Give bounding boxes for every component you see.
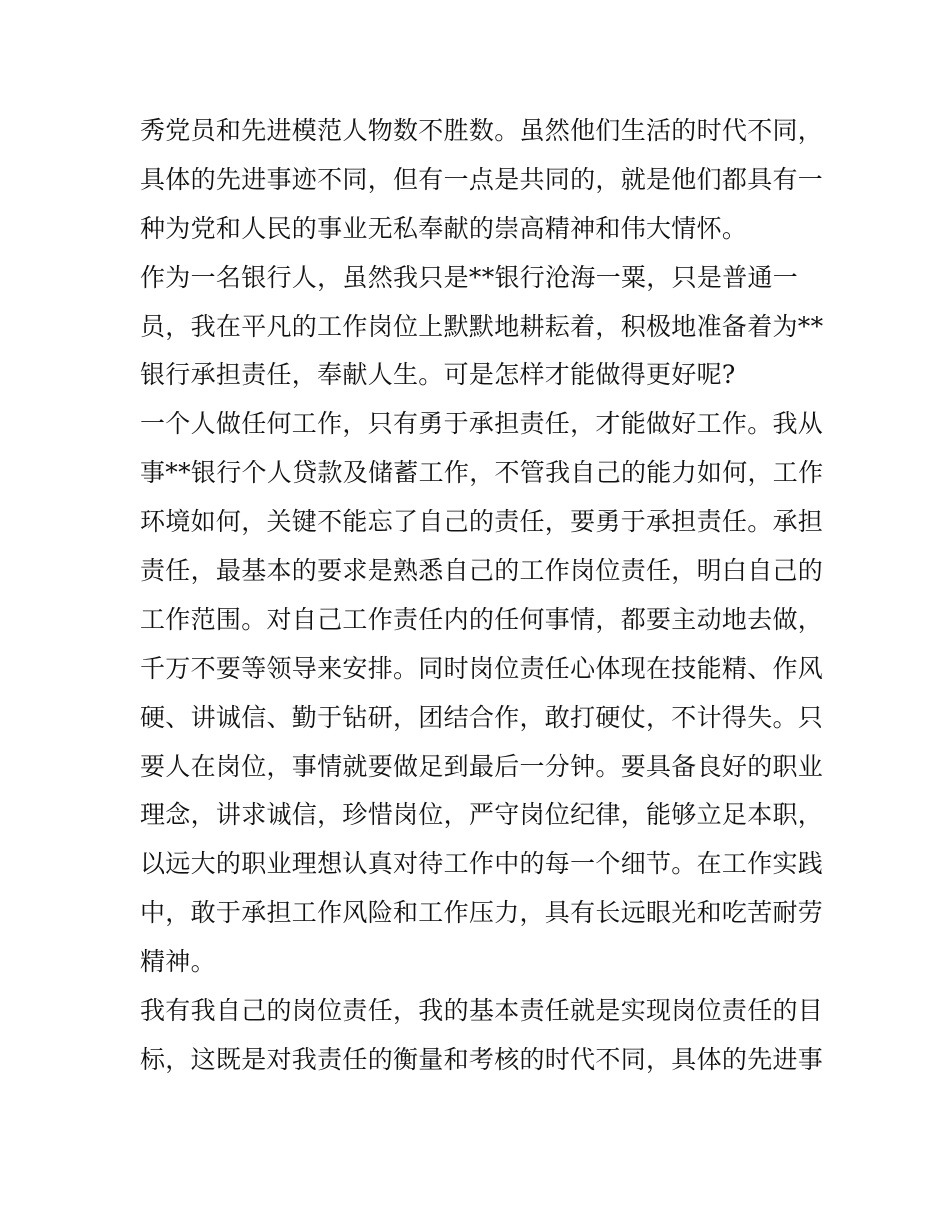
text-line: 中，敢于承担工作风险和工作压力，具有长远眼光和吃苦耐劳 [140,898,824,928]
text-line: 事**银行个人贷款及储蓄工作，不管我自己的能力如何，工作 [140,458,824,488]
text-line: 责任，最基本的要求是熟悉自己的工作岗位责任，明白自己的 [140,556,824,586]
text-line: 秀党员和先进模范人物数不胜数。虽然他们生活的时代不同， [140,116,824,145]
document-body [140,107,824,1085]
text-line: 千万不要等领导来安排。同时岗位责任心体现在技能精、作风 [140,653,824,683]
text-line: 标，这既是对我责任的衡量和考核的时代不同，具体的先进事 [140,1044,824,1074]
text-line: 理念，讲求诚信，珍惜岗位，严守岗位纪律，能够立足本职， [140,800,824,830]
text-line: 硬、讲诚信、勤于钻研，团结合作，敢打硬仗，不计得失。只 [140,702,824,732]
text-line: 我有我自己的岗位责任，我的基本责任就是实现岗位责任的目 [140,996,824,1026]
text-line: 作为一名银行人，虽然我只是**银行沧海一粟，只是普通一 [140,262,799,292]
text-line: 银行承担责任，奉献人生。可是怎样才能做得更好呢? [140,360,736,390]
text-line: 要人在岗位，事情就要做足到最后一分钟。要具备良好的职业 [140,751,824,781]
text-line: 环境如何，关键不能忘了自己的责任，要勇于承担责任。承担 [140,507,824,537]
text-line: 具体的先进事迹不同，但有一点是共同的，就是他们都具有一 [140,164,824,194]
text-line: 种为党和人民的事业无私奉献的崇高精神和伟大情怀。 [140,213,748,243]
text-line: 以远大的职业理想认真对待工作中的每一个细节。在工作实践 [140,849,824,879]
text-line: 精神。 [140,947,216,977]
text-line: 工作范围。对自己工作责任内的任何事情，都要主动地去做， [140,604,824,634]
text-line: 员，我在平凡的工作岗位上默默地耕耘着，积极地准备着为** [140,311,824,341]
text-line: 一个人做任何工作，只有勇于承担责任，才能做好工作。我从 [140,409,824,439]
